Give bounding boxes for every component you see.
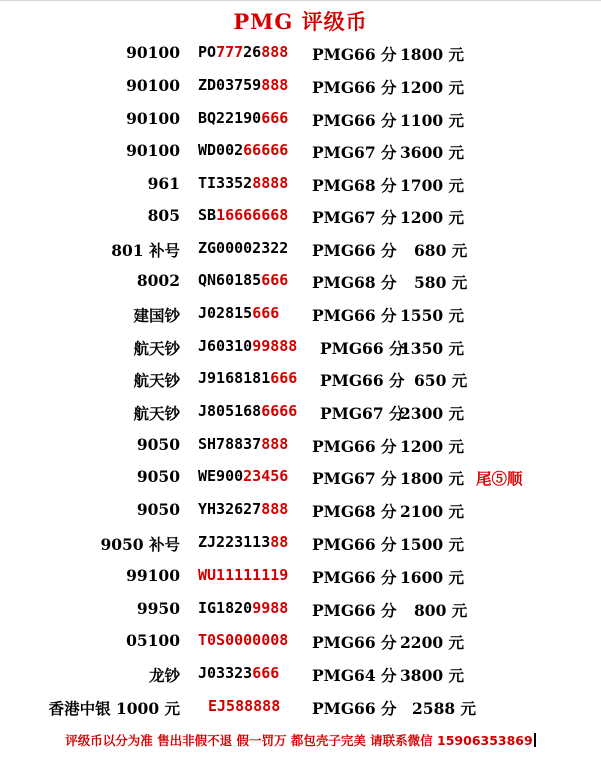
serial-number [198, 500, 288, 518]
grade: PMG64 分 [312, 666, 397, 685]
grade: PMG67 分 [312, 469, 397, 488]
grade: PMG66 分 [312, 306, 397, 325]
note-code: 05100 [126, 631, 180, 650]
serial-highlight: 23456 [243, 467, 289, 485]
note-code: 961 [147, 174, 180, 193]
table-row [0, 402, 601, 424]
price: 580 元 [414, 273, 468, 292]
serial-number [198, 76, 288, 94]
note-code: 90100 [126, 76, 180, 95]
serial-highlight: 99888 [252, 337, 298, 355]
note-code: 建国钞 [133, 306, 180, 325]
serial-number [198, 435, 288, 453]
serial-plain: J9168181 [198, 369, 271, 387]
grade: PMG68 分 [312, 502, 397, 521]
table-row [0, 239, 601, 261]
serial-number [198, 206, 288, 224]
price: 1100 元 [400, 111, 465, 130]
serial-highlight: 8888 [252, 174, 289, 192]
note-code: 9050 [136, 467, 180, 486]
note-code: 8002 [136, 271, 180, 290]
serial-number [198, 271, 288, 289]
grade: PMG66 分 [312, 45, 397, 64]
table-row [0, 271, 601, 293]
serial-number [198, 599, 288, 617]
grade: PMG67 分 [312, 143, 397, 162]
note-code: 航天钞 [133, 371, 180, 390]
table-row [0, 533, 601, 555]
serial-highlight: 16666668 [216, 206, 289, 224]
table-row [0, 697, 601, 719]
serial-plain: WE900 [198, 467, 244, 485]
table-row [0, 206, 601, 228]
grade: PMG66 分 [320, 339, 405, 358]
grade: PMG66 分 [312, 437, 397, 456]
price: 1200 元 [400, 208, 465, 227]
serial-plain: IG1820 [198, 599, 253, 617]
grade: PMG66 分 [312, 601, 397, 620]
table-row [0, 109, 601, 131]
price: 3600 元 [400, 143, 465, 162]
price: 680 元 [414, 241, 468, 260]
table-row [0, 43, 601, 65]
note-code: 航天钞 [133, 339, 180, 358]
table-row [0, 566, 601, 588]
serial-highlight: 666 [252, 304, 280, 322]
table-row [0, 141, 601, 163]
table-row [0, 76, 601, 98]
grade: PMG66 分 [312, 699, 397, 718]
table-row [0, 337, 601, 359]
serial-plain: 26 [243, 43, 262, 61]
serial-highlight: T0S0000008 [198, 631, 289, 649]
serial-number [198, 239, 288, 257]
serial-number [198, 402, 297, 420]
note-code: 801 补号 [111, 241, 180, 260]
table-row [0, 664, 601, 686]
price: 2588 元 [412, 699, 477, 718]
serial-highlight: 6666 [261, 402, 298, 420]
text-cursor [534, 733, 536, 747]
price: 2300 元 [400, 404, 465, 423]
serial-plain: ZD03759 [198, 76, 262, 94]
note-code: 805 [147, 206, 180, 225]
grade: PMG67 分 [320, 404, 405, 423]
table-row [0, 369, 601, 391]
price: 1200 元 [400, 78, 465, 97]
serial-plain: J03323 [198, 664, 253, 682]
footer-notice [0, 731, 601, 749]
serial-plain: SH78837 [198, 435, 262, 453]
price: 1200 元 [400, 437, 465, 456]
table-row [0, 435, 601, 457]
serial-number [198, 631, 288, 649]
serial-highlight: 888 [261, 76, 289, 94]
serial-highlight: WU11111119 [198, 566, 289, 584]
serial-number [198, 141, 288, 159]
note-code: 龙钞 [148, 666, 180, 685]
serial-highlight: EJ588888 [208, 697, 281, 715]
table-row [0, 304, 601, 326]
serial-plain: WD002 [198, 141, 244, 159]
serial-number [208, 697, 280, 715]
price: 1550 元 [400, 306, 465, 325]
serial-number [198, 109, 288, 127]
price: 1700 元 [400, 176, 465, 195]
serial-plain: ZG00002322 [198, 239, 289, 257]
serial-highlight: 666 [261, 271, 289, 289]
serial-plain: J60310 [198, 337, 253, 355]
price: 3800 元 [400, 666, 465, 685]
serial-highlight: 888 [261, 500, 289, 518]
table-row [0, 631, 601, 653]
footer-text: 评级币以分为准 售出非假不退 假一罚万 都包壳子完美 请联系微信 [65, 733, 438, 748]
serial-plain: QN60185 [198, 271, 262, 289]
price: 1800 元 [400, 469, 465, 488]
price: 800 元 [414, 601, 468, 620]
serial-plain: J805168 [198, 402, 262, 420]
price: 1800 元 [400, 45, 465, 64]
price: 2200 元 [400, 633, 465, 652]
price: 1600 元 [400, 568, 465, 587]
serial-plain: BQ22190 [198, 109, 262, 127]
serial-plain: YH32627 [198, 500, 262, 518]
row-note: 尾⑤顺 [476, 469, 523, 488]
serial-number [198, 337, 297, 355]
serial-number [198, 566, 288, 584]
serial-highlight: 777 [216, 43, 244, 61]
serial-highlight: 88 [270, 533, 289, 551]
grade: PMG68 分 [312, 273, 397, 292]
grade: PMG67 分 [312, 208, 397, 227]
serial-plain: TI3352 [198, 174, 253, 192]
note-code: 99100 [126, 566, 180, 585]
note-code: 9050 补号 [100, 535, 180, 554]
note-code: 9050 [136, 435, 180, 454]
grade: PMG66 分 [320, 371, 405, 390]
grade: PMG66 分 [312, 78, 397, 97]
note-code: 90100 [126, 109, 180, 128]
note-code: 90100 [126, 141, 180, 160]
serial-highlight: 666 [252, 664, 280, 682]
serial-number [198, 43, 288, 61]
serial-highlight: 666 [261, 109, 289, 127]
serial-plain: ZJ223113 [198, 533, 271, 551]
serial-plain: J02815 [198, 304, 253, 322]
price: 650 元 [414, 371, 468, 390]
serial-number [198, 664, 279, 682]
serial-number [198, 174, 288, 192]
note-code: 9950 [136, 599, 180, 618]
grade: PMG66 分 [312, 535, 397, 554]
price: 1350 元 [400, 339, 465, 358]
serial-highlight: 66666 [243, 141, 289, 159]
top-border-line [0, 0, 601, 1]
note-code: 90100 [126, 43, 180, 62]
serial-highlight: 9988 [252, 599, 289, 617]
footer-phone: 15906353869 [437, 733, 533, 748]
table-row [0, 467, 601, 489]
serial-number [198, 369, 297, 387]
serial-number [198, 304, 279, 322]
note-code: 9050 [136, 500, 180, 519]
note-code: 航天钞 [133, 404, 180, 423]
grade: PMG68 分 [312, 176, 397, 195]
serial-plain: SB [198, 206, 217, 224]
price: 1500 元 [400, 535, 465, 554]
serial-highlight: 666 [270, 369, 298, 387]
serial-number [198, 533, 288, 551]
grade: PMG66 分 [312, 241, 397, 260]
table-row [0, 599, 601, 621]
serial-number [198, 467, 288, 485]
note-code: 香港中银 1000 元 [48, 699, 180, 718]
serial-highlight: 888 [261, 43, 289, 61]
serial-plain: PO [198, 43, 217, 61]
table-row [0, 500, 601, 522]
grade: PMG66 分 [312, 633, 397, 652]
grade: PMG66 分 [312, 111, 397, 130]
grade: PMG66 分 [312, 568, 397, 587]
serial-highlight: 888 [261, 435, 289, 453]
page-title: PMG 评级币 [233, 9, 368, 34]
price: 2100 元 [400, 502, 465, 521]
table-row [0, 174, 601, 196]
